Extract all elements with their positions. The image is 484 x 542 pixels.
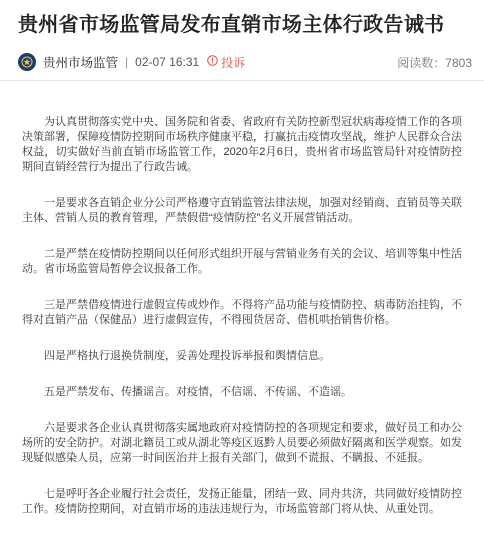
article-body	[0, 115, 484, 517]
publish-date: 02-07 16:31	[135, 55, 200, 69]
article-paragraph: 六是要求各企业认真贯彻落实属地政府对疫情防控的各项规定和要求，做好员工和办公场所的安全防护。对湖北籍员工或从湖北等疫区返黔人员要必须做好隔离和医学观察。如发现疑似感染人员，应第一时间医治并上报有关部门，做到不谎报、不瞒报、不延报。	[22, 422, 462, 464]
article-paragraph: 五是严禁发布、传播谣言。对疫情，不信谣、不传谣、不造谣。	[44, 386, 352, 398]
article-meta	[18, 48, 472, 76]
article-paragraph: 二是严禁在疫情防控期间以任何形式组织开展与营销业务有关的会议、培训等集中性活动。省市场监管局暂停会议报备工作。	[22, 248, 462, 275]
article-paragraph: 一是要求各直销企业分公司严格遵守直销监管法律法规，加强对经销商、直销员等关联主体、营销人员的教育管理，严禁假借“疫情防控”名义开展营销活动。	[22, 197, 462, 224]
article-page	[0, 14, 484, 517]
article-paragraph: 四是严格执行退换货制度，妥善处理投诉举报和舆情信息。	[44, 350, 330, 362]
article-title: 贵州省市场监管局发布直销市场主体行政告诫书	[18, 14, 445, 36]
emblem-icon	[21, 56, 33, 68]
report-link[interactable]: 投诉	[221, 55, 246, 70]
report-icon[interactable]	[207, 55, 218, 69]
article-paragraph: 为认真贯彻落实党中央、国务院和省委、省政府有关防控新型冠状病毒疫情工作的各项决策部署，保障疫情防控期间市场秩序健康平稳，打赢抗击疫情攻坚战，维护人民群众合法权益，切实做好当前直销市场监管工作，2020年2月6日，贵州省市场监管局针对疫情防控期间直销经营行为提出了行政告诫。	[22, 116, 462, 173]
article-paragraph: 三是严禁借疫情进行虚假宣传或炒作。不得将产品功能与疫情防控、病毒防治挂钩，不得对直销产品（保健品）进行虚假宣传，不得囤货居奇、借机哄抬销售价格。	[22, 299, 462, 326]
author-avatar[interactable]	[18, 53, 36, 71]
author-name[interactable]: 贵州市场监管	[43, 56, 119, 70]
meta-separator: |	[125, 55, 129, 69]
meta-divider	[0, 80, 484, 81]
article-paragraph: 七是呼吁各企业履行社会责任，发扬正能量，团结一致、同舟共济，共同做好疫情防控工作。疫情防控期间，对直销市场的违法违规行为，市场监管部门将从快、从重处罚。	[22, 488, 462, 515]
view-count: 阅读数：7803	[397, 55, 472, 70]
